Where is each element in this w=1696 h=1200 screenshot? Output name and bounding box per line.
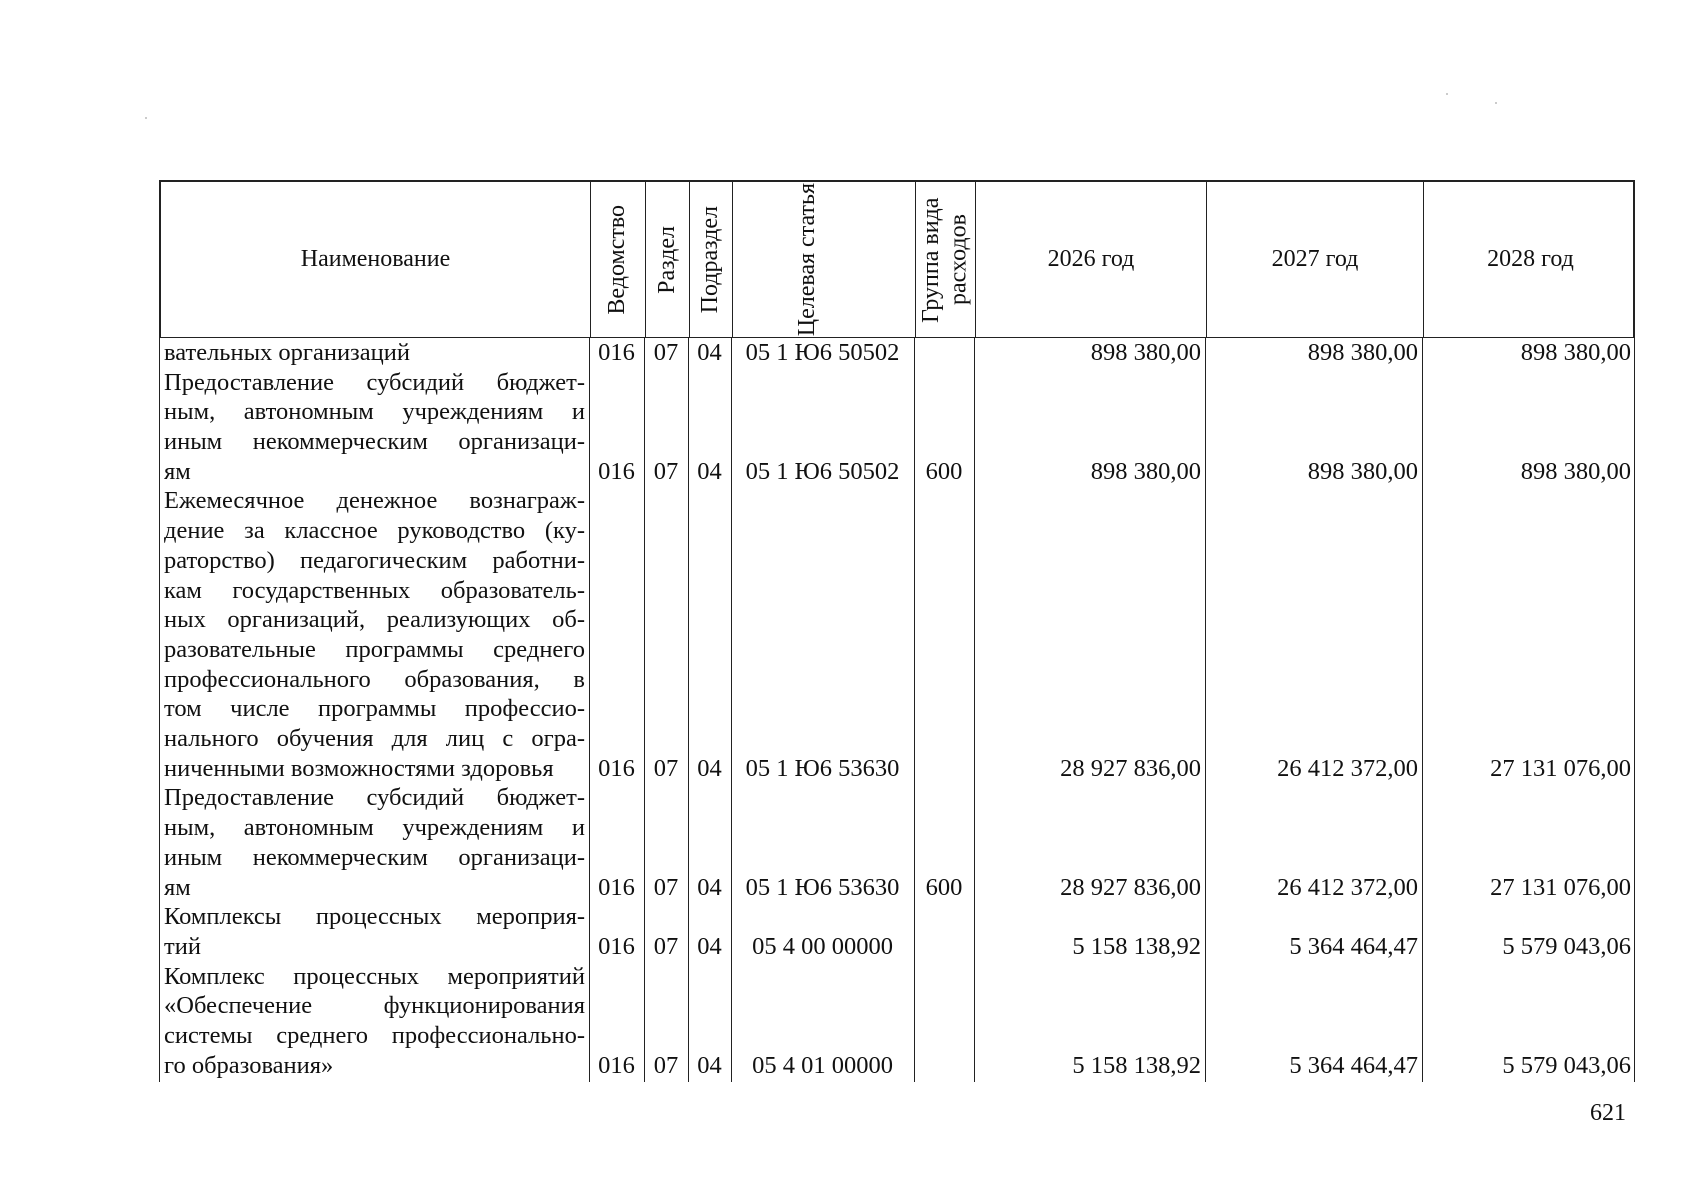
row-name-line: Комплексы процессных мероприя- <box>164 903 585 931</box>
header-name: Наименование <box>161 182 591 337</box>
row-cell-statya: 05 4 01 00000 <box>752 1051 893 1079</box>
row-name <box>159 338 589 368</box>
row-name-line: тий <box>164 932 201 960</box>
row-name-line: ных организаций, реализующих об- <box>164 606 585 634</box>
row-cell-y2028: 27 131 076,00 <box>1490 754 1631 782</box>
row-cell-podrazdel: 04 <box>697 338 722 366</box>
row-cell-y2026: 898 380,00 <box>1090 338 1201 366</box>
row-cell-vedomstvo: 016 <box>598 1051 635 1079</box>
row-name <box>159 902 589 961</box>
row-cell-statya: 05 1 Ю6 53630 <box>745 873 900 901</box>
row-name-line: Предоставление субсидий бюджет- <box>164 784 585 812</box>
row-name-line: «Обеспечение функционирования <box>164 992 585 1020</box>
row-cell-y2026: 28 927 836,00 <box>1060 873 1201 901</box>
row-name-line: ным, автономным учреждениям и <box>164 398 585 426</box>
header-2026: 2026 год <box>976 182 1207 337</box>
row-cell-vedomstvo: 016 <box>598 754 635 782</box>
row-name-line: системы среднего профессионально- <box>164 1022 585 1050</box>
row-cell-razdel: 07 <box>653 457 679 485</box>
header-statya <box>733 182 916 337</box>
header-2028: 2028 год <box>1487 245 1574 272</box>
header-vedomstvo-text: Ведомство <box>604 204 631 315</box>
row-cell-razdel: 07 <box>653 1051 679 1079</box>
header-gruppa-text: Группа вида расходов <box>917 196 972 323</box>
row-cell-y2027: 5 364 464,47 <box>1289 1051 1418 1079</box>
row-cell-vedomstvo: 016 <box>598 932 635 960</box>
row-name <box>159 368 589 487</box>
row-cell-vedomstvo: 016 <box>598 457 635 485</box>
row-cell-y2027: 898 380,00 <box>1307 338 1418 366</box>
row-cell-y2026: 5 158 138,92 <box>1072 1051 1201 1079</box>
row-name-line: вательных организаций <box>164 338 410 366</box>
row-cell-statya: 05 1 Ю6 50502 <box>745 457 900 485</box>
row-name-line: профессионального образования, в <box>164 665 585 693</box>
table-body <box>159 338 1635 1081</box>
row-cell-gruppa: 600 <box>925 457 963 485</box>
row-name <box>159 486 589 783</box>
header-statya-text: Целевая статья <box>794 182 820 337</box>
row-name-line: Комплекс процессных мероприятий <box>164 962 585 990</box>
scan-speck <box>145 117 147 119</box>
row-cell-razdel: 07 <box>653 754 679 782</box>
row-name-line: ным, автономным учреждениям и <box>164 814 585 842</box>
row-name-line: го образования» <box>164 1051 334 1079</box>
scan-speck <box>1495 102 1497 104</box>
page-number: 621 <box>1590 1100 1626 1126</box>
header-gruppa <box>916 182 976 337</box>
row-cell-y2028: 5 579 043,06 <box>1502 1051 1631 1079</box>
row-cell-y2027: 26 412 372,00 <box>1277 754 1418 782</box>
row-cell-y2026: 898 380,00 <box>1090 457 1201 485</box>
row-name-line: ям <box>164 873 191 901</box>
row-name-line: иным некоммерческим организаци- <box>164 843 585 871</box>
row-cell-gruppa: 600 <box>925 873 963 901</box>
row-cell-y2028: 5 579 043,06 <box>1502 932 1631 960</box>
row-name-line: дение за классное руководство (ку- <box>164 517 585 545</box>
row-cell-razdel: 07 <box>653 338 679 366</box>
row-cell-y2027: 26 412 372,00 <box>1277 873 1418 901</box>
row-cell-statya: 05 1 Ю6 50502 <box>745 338 900 366</box>
row-name <box>159 962 589 1081</box>
row-cell-y2027: 898 380,00 <box>1307 457 1418 485</box>
scan-speck <box>1446 93 1448 95</box>
row-name-line: том числе программы профессио- <box>164 695 585 723</box>
table-header <box>159 180 1635 338</box>
row-name <box>159 783 589 902</box>
header-podrazdel <box>690 182 733 337</box>
row-cell-y2026: 5 158 138,92 <box>1072 932 1201 960</box>
row-cell-razdel: 07 <box>653 873 679 901</box>
row-cell-y2028: 898 380,00 <box>1520 457 1631 485</box>
row-cell-podrazdel: 04 <box>697 457 722 485</box>
row-name-line: иным некоммерческим организаци- <box>164 428 585 456</box>
row-cell-vedomstvo: 016 <box>598 873 635 901</box>
row-name-line: ям <box>164 457 191 485</box>
row-name-line: нального обучения для лиц с огра- <box>164 725 585 753</box>
row-name-line: кам государственных образователь- <box>164 576 585 604</box>
row-cell-y2028: 898 380,00 <box>1520 338 1631 366</box>
header-razdel <box>646 182 690 337</box>
row-cell-podrazdel: 04 <box>697 754 722 782</box>
row-name-line: Ежемесячное денежное вознаграж- <box>164 487 585 515</box>
row-cell-statya: 05 1 Ю6 53630 <box>745 754 900 782</box>
row-name-line: Предоставление субсидий бюджет- <box>164 368 585 396</box>
header-podrazdel-text: Подраздел <box>697 205 724 314</box>
header-2027: 2027 год <box>1207 182 1424 337</box>
header-razdel-text: Раздел <box>653 225 680 294</box>
row-cell-podrazdel: 04 <box>697 932 722 960</box>
row-cell-y2026: 28 927 836,00 <box>1060 754 1201 782</box>
row-name-line: раторство) педагогическим работни- <box>164 546 585 574</box>
row-name-line: разовательные программы среднего <box>164 635 585 663</box>
row-cell-statya: 05 4 00 00000 <box>752 932 893 960</box>
row-cell-y2028: 27 131 076,00 <box>1490 873 1631 901</box>
header-vedomstvo <box>591 182 646 337</box>
row-cell-podrazdel: 04 <box>697 873 722 901</box>
row-cell-podrazdel: 04 <box>697 1051 722 1079</box>
row-cell-y2027: 5 364 464,47 <box>1289 932 1418 960</box>
row-cell-razdel: 07 <box>653 932 679 960</box>
row-cell-vedomstvo: 016 <box>598 338 635 366</box>
row-name-line: ниченными возможностями здоровья <box>164 754 554 782</box>
